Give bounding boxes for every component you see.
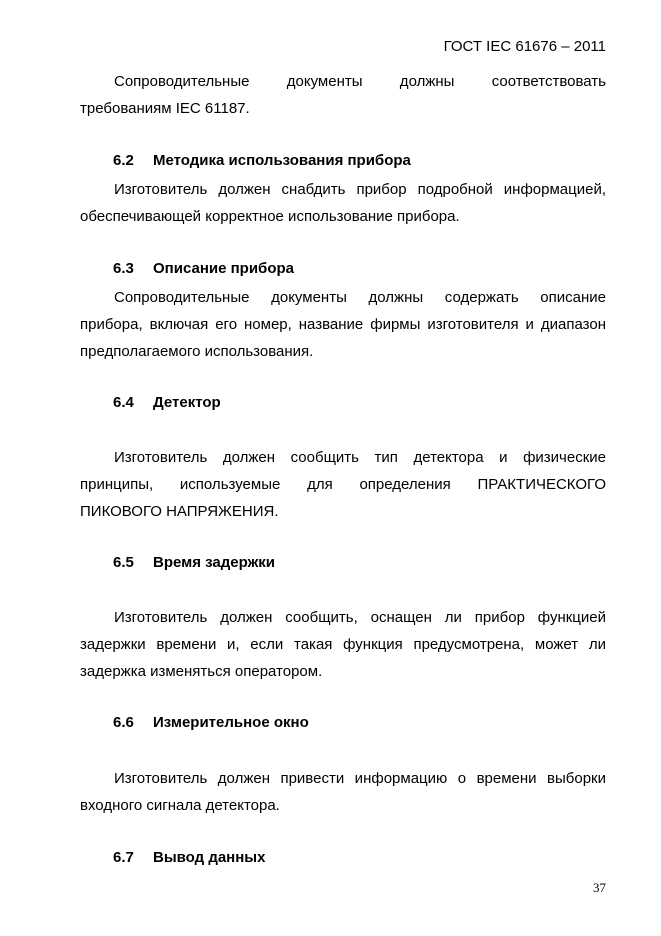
paragraph-line: требованиям IEC 61187.: [80, 100, 250, 117]
paragraph-line: Сопроводительные документы должны соответствовать: [114, 73, 606, 90]
paragraph-line: принципы, используемые для определения ПРАКТИЧЕСКОГО: [80, 476, 606, 493]
section-6-2-paragraph: [80, 176, 606, 230]
paragraph-line: задержки времени и, если такая функция предусмотрена, может ли: [80, 636, 606, 653]
document-code-header: ГОСТ IEC 61676 – 2011: [443, 38, 606, 55]
section-title: Методика использования прибора: [153, 152, 411, 169]
section-title: Детектор: [153, 394, 221, 411]
paragraph-line: обеспечивающей корректное использование прибора.: [80, 208, 460, 225]
paragraph-line: ПИКОВОГО НАПРЯЖЕНИЯ.: [80, 503, 279, 520]
section-number: 6.4: [113, 394, 134, 411]
section-heading-6-2: [113, 152, 411, 169]
intro-paragraph: [80, 68, 606, 122]
paragraph-line: Изготовитель должен сообщить тип детектора и физические: [114, 449, 606, 466]
section-title: Описание прибора: [153, 260, 294, 277]
section-number: 6.2: [113, 152, 134, 169]
section-title: Время задержки: [153, 554, 275, 571]
section-heading-6-7: [113, 849, 265, 866]
section-6-5-paragraph: [80, 604, 606, 685]
section-title: Измерительное окно: [153, 714, 309, 731]
section-title: Вывод данных: [153, 849, 266, 866]
section-heading-6-5: [113, 554, 275, 571]
paragraph-line: предполагаемого использования.: [80, 343, 314, 360]
section-number: 6.6: [113, 714, 134, 731]
section-number: 6.5: [113, 554, 134, 571]
section-6-6-paragraph: [80, 765, 606, 819]
section-heading-6-4: [113, 394, 221, 411]
section-heading-6-6: [113, 714, 309, 731]
section-6-3-paragraph: [80, 284, 606, 365]
page-number: 37: [593, 880, 606, 895]
paragraph-line: Изготовитель должен привести информацию о времени выборки: [114, 770, 606, 787]
paragraph-line: Изготовитель должен снабдить прибор подробной информацией,: [114, 181, 606, 198]
paragraph-line: входного сигнала детектора.: [80, 797, 280, 814]
paragraph-line: прибора, включая его номер, название фирмы изготовителя и диапазон: [80, 316, 606, 333]
paragraph-line: Сопроводительные документы должны содержать описание: [114, 289, 606, 306]
paragraph-line: задержка изменяться оператором.: [80, 663, 323, 680]
section-number: 6.7: [113, 849, 134, 866]
section-6-4-paragraph: [80, 444, 606, 525]
section-number: 6.3: [113, 260, 134, 277]
paragraph-line: Изготовитель должен сообщить, оснащен ли прибор функцией: [114, 609, 606, 626]
section-heading-6-3: [113, 260, 294, 277]
